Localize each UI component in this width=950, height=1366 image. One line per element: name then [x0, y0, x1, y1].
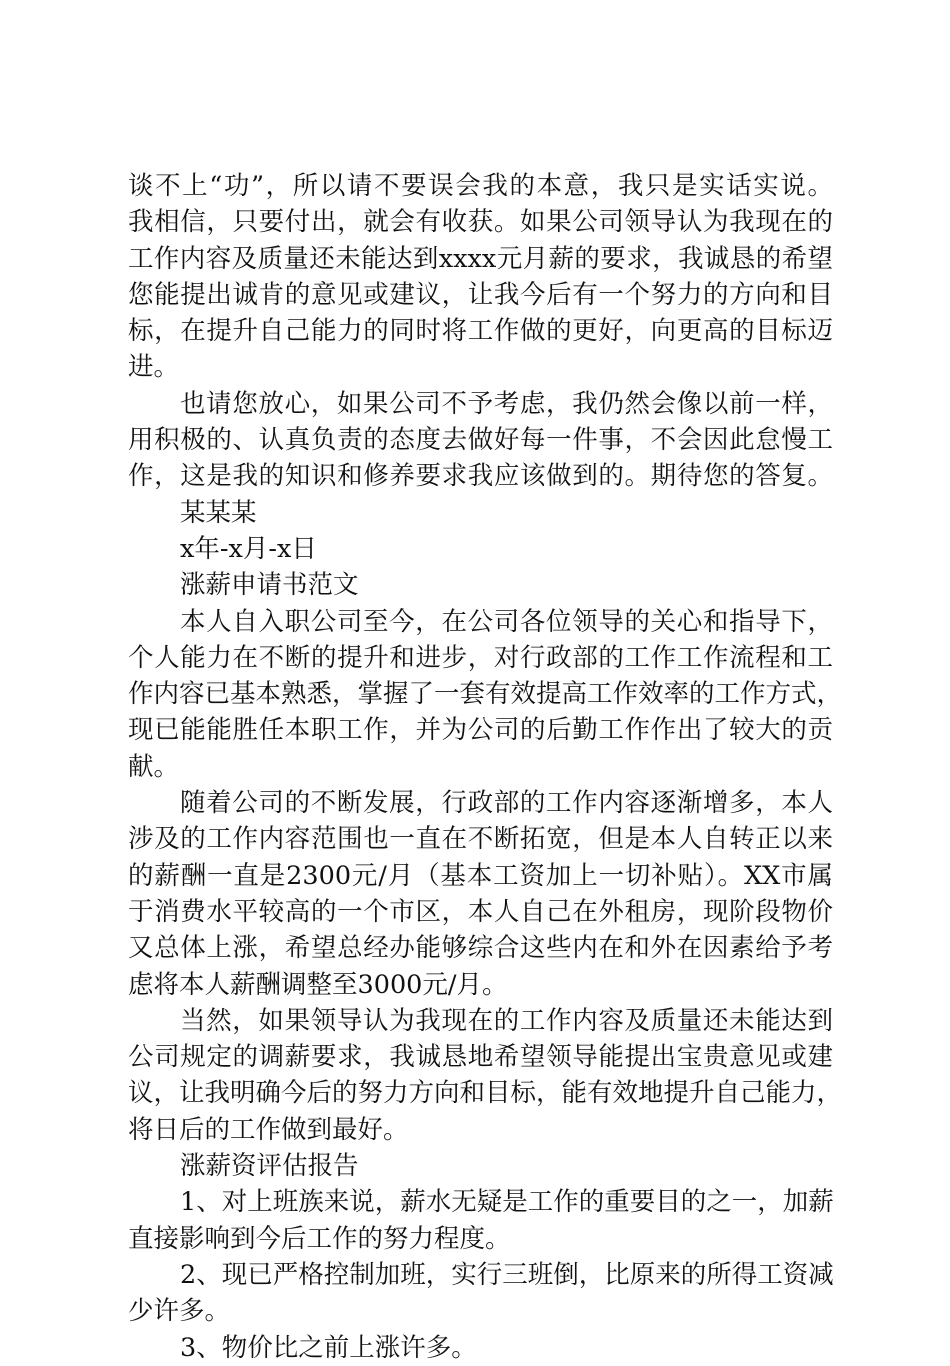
paragraph-first-line: 当然，如果领导认为我现在的工作内容及质量还未能达到 [180, 1005, 833, 1036]
signature-date: x年-x月-x日 [180, 533, 317, 564]
text-line: 又总体上涨，希望总经办能够综合这些内在和外在因素给予考 [128, 933, 833, 964]
paragraph-first-line: 也请您放心，如果公司不予考虑，我仍然会像以前一样， [180, 388, 833, 419]
section-heading: 涨薪申请书范文 [180, 570, 359, 601]
text-line: 议，让我明确今后的努力方向和目标，能有效地提升自己能力， [128, 1078, 843, 1109]
text-line: 用积极的、认真负责的态度去做好每一件事，不会因此怠慢工 [128, 425, 833, 456]
list-item-first-line: 1、对上班族来说，薪水无疑是工作的重要目的之一，加薪 [180, 1187, 834, 1218]
text-line: 涉及的工作内容范围也一直在不断拓宽，但是本人自转正以来 [128, 824, 833, 855]
text-line: 虑将本人薪酬调整至3000元/月。 [128, 969, 508, 1000]
text-line: 作，这是我的知识和修养要求我应该做到的。期待您的答复。 [128, 461, 833, 492]
text-line: 个人能力在不断的提升和进步，对行政部的工作工作流程和工 [128, 642, 833, 673]
signature-name: 某某某 [180, 497, 257, 528]
text-line: 少许多。 [128, 1296, 231, 1327]
text-line: 标，在提升自己能力的同时将工作做的更好，向更高的目标迈 [128, 316, 833, 347]
paragraph-first-line: 本人自入职公司至今，在公司各位领导的关心和指导下， [180, 606, 833, 637]
document-body [128, 168, 843, 1366]
text-line: 工作内容及质量还未能达到xxxx元月薪的要求，我诚恳的希望 [128, 243, 833, 274]
text-line: 我相信，只要付出，就会有收获。如果公司领导认为我现在的 [128, 207, 833, 238]
text-line: 现已能能胜任本职工作，并为公司的后勤工作作出了较大的贡 [128, 715, 833, 746]
list-item-first-line: 3、物价比之前上涨许多。 [180, 1332, 477, 1363]
text-line: 公司规定的调薪要求，我诚恳地希望领导能提出宝贵意见或建 [128, 1042, 833, 1073]
text-line: 直接影响到今后工作的努力程度。 [128, 1223, 511, 1254]
text-line: 进。 [128, 352, 180, 383]
text-line: 将日后的工作做到最好。 [128, 1114, 409, 1145]
text-line: 谈不上“功”，所以请不要误会我的本意，我只是实话实说。 [128, 171, 833, 201]
text-line: 作内容已基本熟悉，掌握了一套有效提高工作效率的工作方式， [128, 679, 843, 710]
section-heading: 涨薪资评估报告 [180, 1151, 359, 1182]
text-line: 献。 [128, 751, 180, 782]
paragraph-first-line: 随着公司的不断发展，行政部的工作内容逐渐增多，本人 [180, 788, 833, 819]
text-line: 于消费水平较高的一个市区，本人自己在外租房，现阶段物价 [128, 896, 833, 927]
list-item-first-line: 2、现已严格控制加班，实行三班倒，比原来的所得工资减 [180, 1259, 834, 1290]
text-line: 的薪酬一直是2300元/月（基本工资加上一切补贴）。XX市属 [128, 860, 833, 891]
text-line: 您能提出诚肯的意见或建议，让我今后有一个努力的方向和目 [128, 279, 833, 310]
